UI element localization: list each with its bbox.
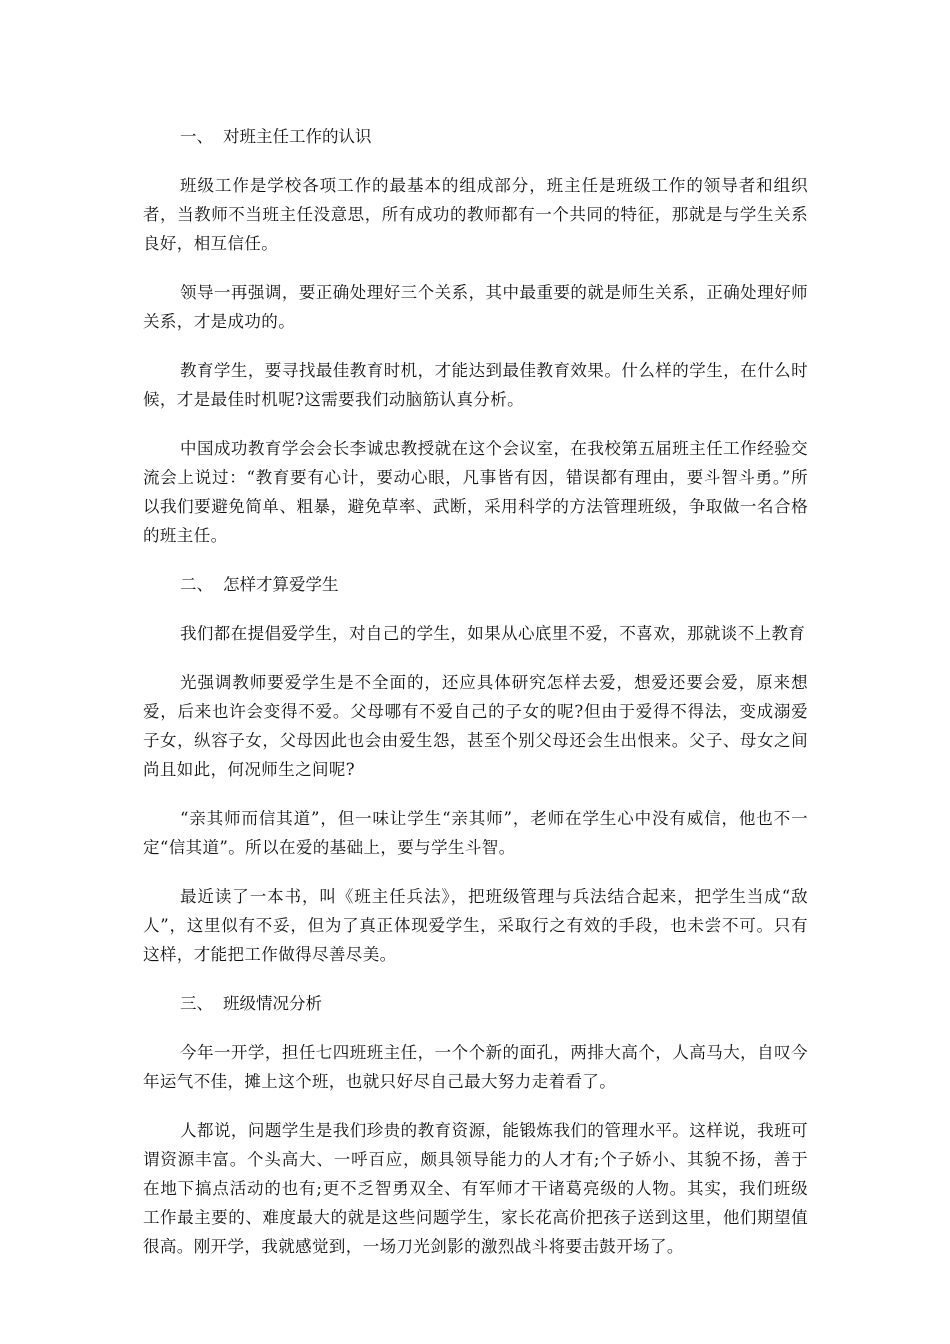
- paragraph: “亲其师而信其道”，但一味让学生“亲其师”，老师在学生心中没有威信，他也不一定“信其道”。所以在爱的基础上，要与学生斗智。: [143, 809, 808, 857]
- section-heading-1: [143, 122, 808, 151]
- paragraph: 领导一再强调，要正确处理好三个关系，其中最重要的就是师生关系，正确处理好师关系，才是成功的。: [143, 283, 808, 331]
- paragraph: 人都说，问题学生是我们珍贵的教育资源，能锻炼我们的管理水平。这样说，我班可谓资源丰富。个头高大、一呼百应，颇具领导能力的人才有;个子娇小、其貌不扬，善于在地下搞点活动的也有;更不乏智勇双全、有军师才干诸葛亮级的人物。其实，我们班级工作最主要的、难度最大的就是这些问题学生，家长花高价把孩子送到这里，他们期望值很高。刚开学，我就感觉到，一场刀光剑影的激烈战斗将要击鼓开场了。: [143, 1121, 808, 1256]
- paragraph: 中国成功教育学会会长李诚忠教授就在这个会议室，在我校第五届班主任工作经验交流会上说过：“教育要有心计，要动心眼，凡事皆有因，错误都有理由，要斗智斗勇。”所以我们要避免简单、粗暴，避免草率、武断，采用科学的方法管理班级，争取做一名合格的班主任。: [143, 439, 808, 545]
- paragraph: 我们都在提倡爱学生，对自己的学生，如果从心底里不爱，不喜欢，那就谈不上教育: [180, 624, 806, 643]
- section-heading-3: [143, 989, 808, 1018]
- paragraph: 光强调教师要爱学生是不全面的，还应具体研究怎样去爱，想爱还要会爱，原来想爱，后来也许会变得不爱。父母哪有不爱自己的子女的呢?但由于爱得不得法，变成溺爱子女，纵容子女，父母因此也会由爱生怨，甚至个别父母还会生出恨来。父子、母女之间尚且如此，何况师生之间呢?: [143, 673, 808, 779]
- paragraph: 最近读了一本书，叫《班主任兵法》，把班级管理与兵法结合起来，把学生当成“敌人”，这里似有不妥，但为了真正体现爱学生，采取行之有效的手段，也未尝不可。只有这样，才能把工作做得尽善尽美。: [143, 887, 808, 964]
- paragraph: 教育学生，要寻找最佳教育时机，才能达到最佳教育效果。什么样的学生，在什么时候，才是最佳时机呢?这需要我们动脑筋认真分析。: [143, 361, 808, 409]
- paragraph: 班级工作是学校各项工作的最基本的组成部分，班主任是班级工作的领导者和组织者，当教师不当班主任没意思，所有成功的教师都有一个共同的特征，那就是与学生关系良好，相互信任。: [143, 176, 808, 253]
- section-number: 三、: [180, 994, 213, 1013]
- section-number: 一、: [180, 127, 213, 146]
- section-title: 班级情况分析: [223, 994, 322, 1013]
- paragraph: 今年一开学，担任七四班班主任，一个个新的面孔，两排大高个，人高马大，自叹今年运气不佳，摊上这个班，也就只好尽自己最大努力走着看了。: [143, 1043, 808, 1091]
- section-heading-2: [143, 570, 808, 599]
- section-number: 二、: [180, 575, 213, 594]
- document-body: [143, 122, 808, 1281]
- section-title: 怎样才算爱学生: [223, 575, 339, 594]
- section-title: 对班主任工作的认识: [223, 127, 372, 146]
